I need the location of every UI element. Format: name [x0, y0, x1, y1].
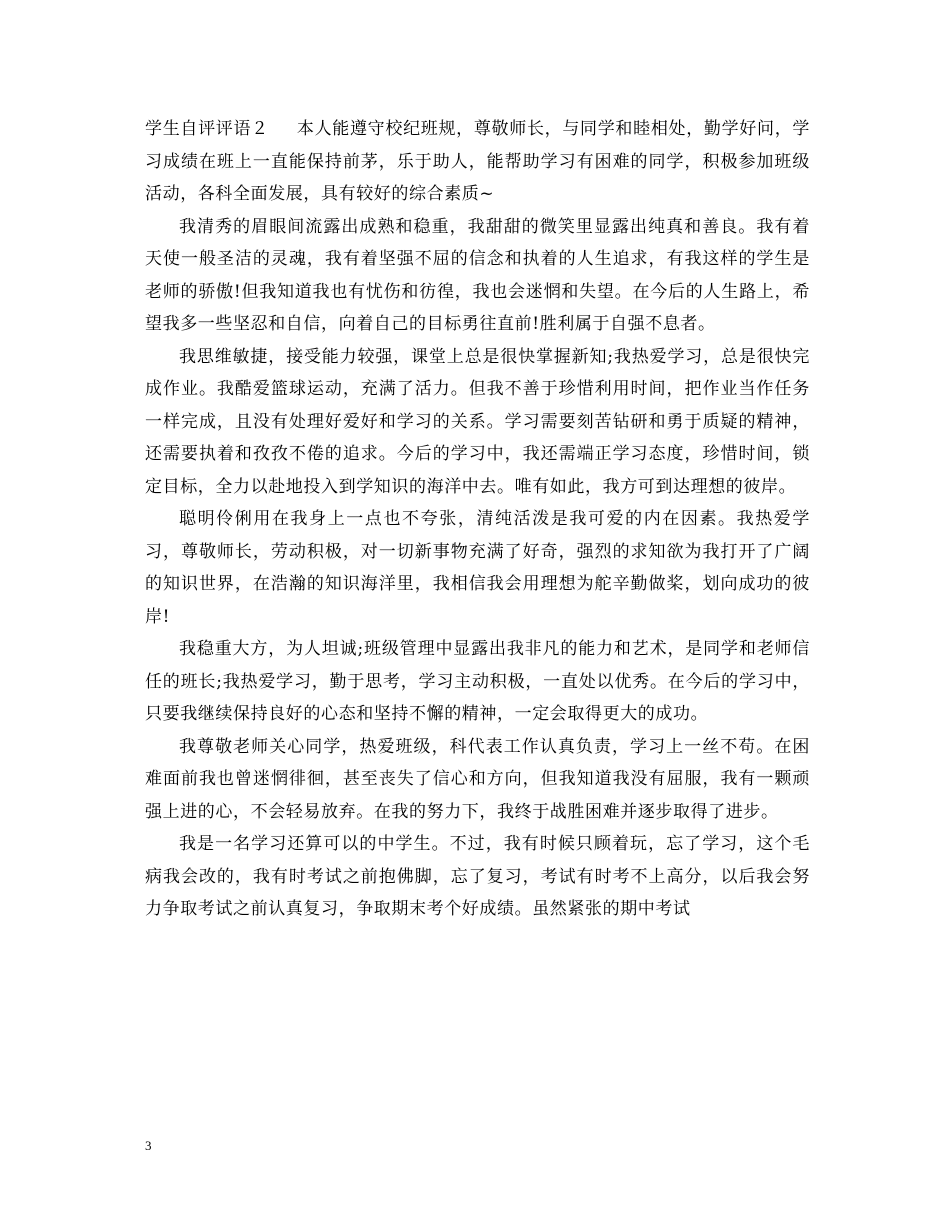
paragraph-1: 我清秀的眉眼间流露出成熟和稳重，我甜甜的微笑里显露出纯真和善良。我有着天使一般圣洁的灵魂，我有着坚强不屈的信念和执着的人生追求，有我这样的学生是老师的骄傲!但我知道我也有忧伤和彷徨，我也会迷惘和失望。在今后的人生路上，希望我多一些坚忍和自信，向着自己的目标勇往直前!胜利属于自强不息者。 [145, 216, 810, 334]
paragraph-4: 我稳重大方，为人坦诚;班级管理中显露出我非凡的能力和艺术，是同学和老师信任的班长;我热爱学习，勤于思考，学习主动积极，一直处以优秀。在今后的学习中，只要我继续保持良好的心态和坚持不懈的精神，一定会取得更大的成功。 [145, 639, 810, 724]
page-number: 3 [145, 1138, 152, 1153]
paragraph-2: 我思维敏捷，接受能力较强，课堂上总是很快掌握新知;我热爱学习，总是很快完成作业。我酷爱篮球运动，充满了活力。但我不善于珍惜利用时间，把作业当作任务一样完成，且没有处理好爱好和学习的关系。学习需要刻苦钻研和勇于质疑的精神，还需要执着和孜孜不倦的追求。今后的学习中，我还需端正学习态度，珍惜时间，锁定目标，全力以赴地投入到学知识的海洋中去。唯有如此，我方可到达理想的彼岸。 [145, 346, 810, 497]
paragraph-6: 我是一名学习还算可以的中学生。不过，我有时候只顾着玩，忘了学习，这个毛病我会改的，我有时考试之前抱佛脚，忘了复习，考试有时考不上高分，以后我会努力争取考试之前认真复习，争取期末考个好成绩。虽然紧张的期中考试 [145, 834, 810, 919]
document-body [145, 113, 810, 926]
paragraph-intro-text: 本人能遵守校纪班规，尊敬师长，与同学和睦相处，勤学好问，学习成绩在班上一直能保持前茅，乐于助人，能帮助学习有困难的同学，积极参加班级活动，各科全面发展，具有较好的综合素质~ [145, 119, 811, 204]
paragraph-3: 聪明伶俐用在我身上一点也不夸张，清纯活泼是我可爱的内在因素。我热爱学习，尊敬师长，劳动积极，对一切新事物充满了好奇，强烈的求知欲为我打开了广阔的知识世界，在浩瀚的知识海洋里，我相信我会用理想为舵辛勤做桨，划向成功的彼岸! [145, 509, 810, 627]
paragraph-5: 我尊敬老师关心同学，热爱班级，科代表工作认真负责，学习上一丝不苟。在困难面前我也曾迷惘徘徊，甚至丧失了信心和方向，但我知道我没有屈服，我有一颗顽强上进的心，不会轻易放弃。在我的努力下，我终于战胜困难并逐步取得了进步。 [145, 736, 810, 822]
paragraph-intro [145, 113, 810, 211]
document-title: 学生自评评语２ [145, 119, 269, 139]
